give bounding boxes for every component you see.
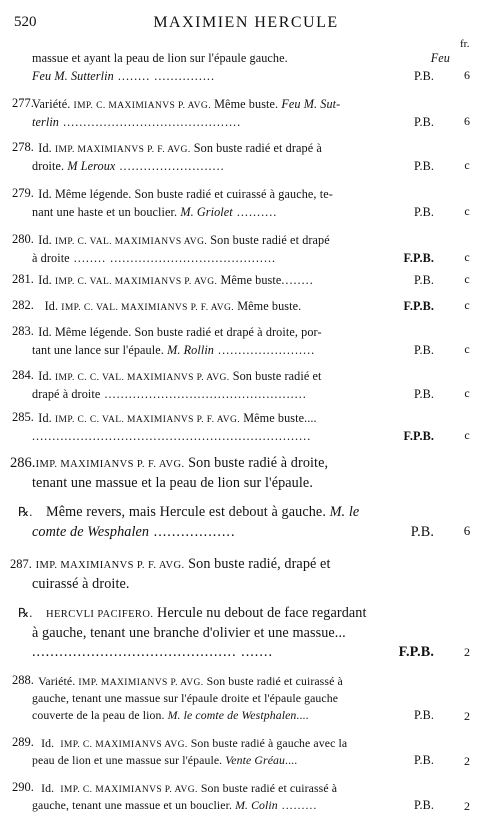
entry-value: 2: [464, 799, 470, 813]
entry-number: 289.: [12, 735, 34, 749]
entry-line: cuirassé à droite.: [32, 576, 130, 592]
entry-line: tenant une massue et la peau de lion sur l'épaule.: [32, 475, 313, 491]
entry-mark: P.B.: [413, 115, 434, 129]
entry-line: à gauche, tenant une branche d'olivier et une massue...: [32, 625, 346, 641]
entry-line: drapé à droite ..................................................: [32, 387, 307, 401]
entry-value: 2: [464, 754, 470, 768]
entry-number: ℞.: [18, 505, 33, 519]
entry-line: Id. Même légende. Son buste radié et drapé à droite, por-: [38, 325, 322, 339]
entry-number: ℞.: [18, 606, 33, 620]
entry-line: Id. IMP. C. C. VAL. MAXIMIANVS P. AVG. Son buste radié et: [38, 369, 322, 383]
entry-line: gauche, tenant une massue et un bouclier. M. Colin .........: [32, 798, 318, 812]
entry-line: Variété. IMP. C. MAXIMIANVS P. AVG. Même buste. Feu M. Sut-: [32, 97, 341, 111]
entry-number: 277.: [12, 96, 34, 110]
entry-mark: P.B.: [413, 69, 434, 83]
entry-attribution: Feu: [430, 51, 450, 65]
entry-value: c: [464, 250, 470, 264]
entry-line: gauche, tenant une massue sur l'épaule droite et l'épaule gauche: [32, 691, 339, 705]
entry-line: IMP. MAXIMIANVS P. F. AVG. Son buste radié à droite,: [35, 455, 329, 471]
entry-mark: P.B.: [413, 343, 434, 357]
entry-mark: F.P.B.: [398, 644, 434, 660]
entry-number: 285.: [12, 410, 34, 424]
entry-number: 278.: [12, 140, 34, 154]
entry-number: 287.: [10, 557, 32, 571]
entry-line: couverte de la peau de lion. M. le comte de Westphalen....: [32, 708, 309, 722]
entry-value: c: [464, 204, 470, 218]
page-number: 520: [14, 14, 37, 30]
entry-line: Id. IMP. C. C. VAL. MAXIMIANVS P. F. AVG. Même buste....: [38, 411, 317, 425]
entry-line: Même revers, mais Hercule est debout à gauche. M. le: [46, 504, 360, 520]
entry-line: Id. IMP. C. VAL. MAXIMIANVS P. AVG. Même buste........: [38, 273, 314, 287]
entry-mark: P.B.: [413, 159, 434, 173]
entry-value: 6: [464, 114, 470, 128]
entry-number: 288.: [12, 673, 34, 687]
entry-mark: P.B.: [413, 205, 434, 219]
entry-line: à droite ........ .........................................: [32, 251, 277, 265]
entry-value: c: [464, 272, 470, 286]
entry-mark: F.P.B.: [403, 299, 434, 313]
entry-mark: P.B.: [413, 387, 434, 401]
entry-number: 284.: [12, 368, 34, 382]
entry-line: HERCVLI PACIFERO. Hercule nu debout de face regardant: [46, 605, 367, 621]
entry-number: 283.: [12, 324, 34, 338]
entry-number: 286.: [10, 455, 36, 471]
entry-mark: P.B.: [413, 708, 434, 722]
entry-value: c: [464, 428, 470, 442]
entry-value: c: [464, 386, 470, 400]
entry-line: massue et ayant la peau de lion sur l'épaule gauche.: [32, 51, 288, 65]
entry-line: droite. M Leroux ..........................: [32, 159, 225, 173]
entry-value: 6: [463, 523, 471, 538]
column-label: fr.: [460, 38, 470, 50]
entry-value: 2: [464, 709, 470, 723]
entry-number: 290.: [12, 780, 34, 794]
entry-number: 279.: [12, 186, 34, 200]
entry-line: ............................................. .......: [32, 644, 273, 660]
entry-line: peau de lion et une massue sur l'épaule. Vente Gréau....: [32, 753, 298, 767]
entry-mark: P.B.: [413, 798, 434, 812]
entry-mark: F.P.B.: [403, 429, 434, 443]
entry-line: .....................................................................: [32, 429, 312, 443]
entry-line: comte de Wesphalen ..................: [32, 524, 236, 540]
entry-value: c: [464, 298, 470, 312]
entry-value: c: [464, 342, 470, 356]
entry-number: 280.: [12, 232, 34, 246]
entry-line: Variété. IMP. MAXIMIANVS P. AVG. Son buste radié et cuirassé à: [38, 674, 343, 688]
entry-mark: P.B.: [410, 524, 434, 540]
entry-line: tant une lance sur l'épaule. M. Rollin ........................: [32, 343, 316, 357]
entry-line: Feu M. Sutterlin ........ ...............: [32, 69, 215, 83]
entry-line: nant une haste et un bouclier. M. Griolet ..........: [32, 205, 278, 219]
entry-line: Id. IMP. MAXIMIANVS P. F. AVG. Son buste radié et drapé à: [38, 141, 322, 155]
entry-line: Id. IMP. C. MAXIMIANVS P. AVG. Son buste radié et cuirassé à: [41, 781, 338, 795]
entry-mark: P.B.: [413, 273, 434, 287]
entry-line: Id. Même légende. Son buste radié et cuirassé à gauche, te-: [38, 187, 333, 201]
entry-line: Id. IMP. C. MAXIMIANVS AVG. Son buste radié à gauche avec la: [41, 736, 348, 750]
entry-number: 282.: [12, 298, 34, 312]
entry-mark: P.B.: [413, 753, 434, 767]
page-title: MAXIMIEN HERCULE: [153, 14, 339, 31]
entry-value: c: [464, 158, 470, 172]
entry-line: terlin ............................................: [32, 115, 242, 129]
entry-number: 281.: [12, 272, 34, 286]
entry-line: IMP. MAXIMIANVS P. F. AVG. Son buste radié, drapé et: [35, 556, 331, 572]
entry-mark: F.P.B.: [403, 251, 434, 265]
entry-value: 6: [464, 68, 470, 82]
entry-line: Id. IMP. C. VAL. MAXIMIANVS P. F. AVG. Même buste.: [44, 299, 302, 313]
entry-line: Id. IMP. C. VAL. MAXIMIANVS AVG. Son buste radié et drapé: [38, 233, 330, 247]
entry-value: 2: [464, 645, 470, 659]
